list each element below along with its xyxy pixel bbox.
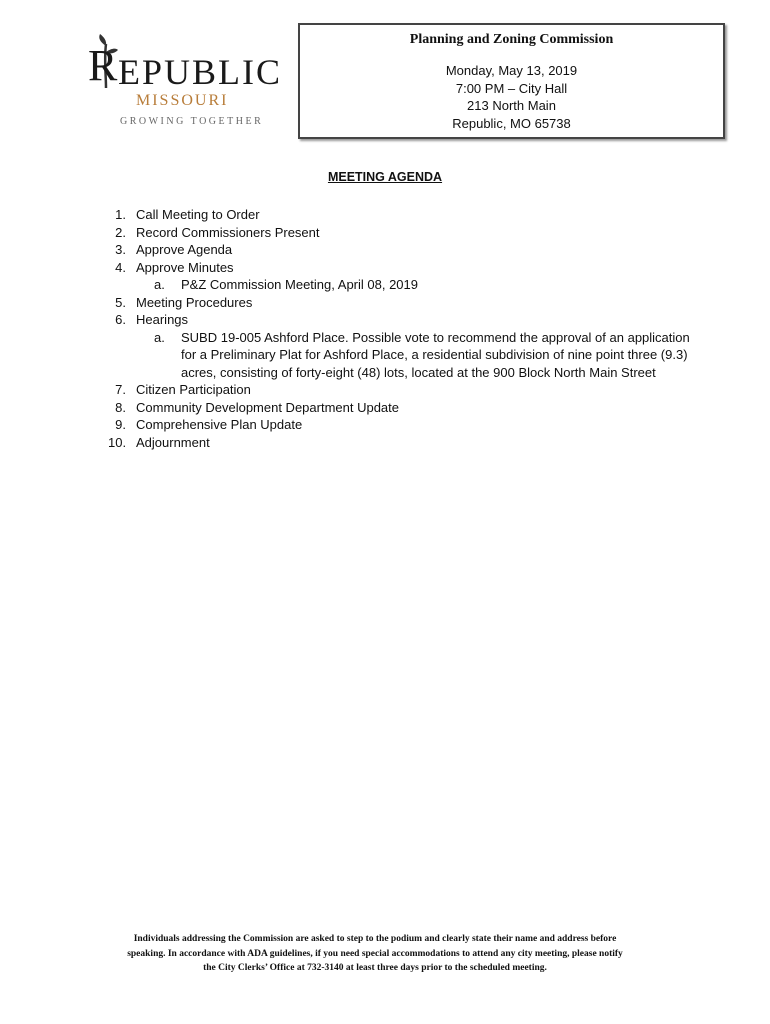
- item-number: 8.: [115, 399, 126, 415]
- agenda-subitem: [154, 329, 698, 382]
- item-text: Comprehensive Plan Update: [136, 417, 303, 432]
- item-text: Adjournment: [136, 434, 210, 450]
- item-number: 3.: [115, 242, 126, 257]
- agenda-item: [108, 311, 698, 329]
- agenda-item: [108, 241, 698, 259]
- agenda-heading: MEETING AGENDA: [327, 170, 443, 184]
- logo-state: MISSOURI: [136, 92, 229, 109]
- item-number: 2.: [115, 224, 126, 240]
- logo-wordmark: EPUBLIC: [118, 52, 283, 92]
- item-text: Meeting Procedures: [136, 294, 253, 310]
- subitem-letter: a.: [154, 277, 165, 292]
- meeting-address-line2: Republic, MO 65738: [452, 115, 571, 131]
- meeting-info-box: [298, 23, 725, 139]
- item-text: Approve Minutes: [136, 259, 234, 275]
- item-number: 10.: [108, 434, 127, 450]
- agenda-list: [108, 206, 698, 451]
- subitem-letter: a.: [154, 329, 165, 345]
- republic-logo: [88, 36, 288, 132]
- ada-notice: [80, 932, 670, 976]
- item-text: Hearings: [136, 312, 189, 327]
- meeting-time-place: 7:00 PM – City Hall: [455, 80, 568, 96]
- meeting-date: Monday, May 13, 2019: [445, 63, 578, 78]
- item-number: 1.: [115, 207, 126, 222]
- meeting-address-line1: 213 North Main: [467, 98, 556, 113]
- agenda-item: [108, 416, 698, 434]
- agenda-item: [108, 259, 698, 277]
- item-number: 4.: [115, 259, 126, 275]
- agenda-item: [108, 224, 698, 242]
- item-number: 9.: [115, 417, 126, 432]
- item-text: Call Meeting to Order: [136, 207, 260, 222]
- subitem-text: P&Z Commission Meeting, April 08, 2019: [181, 277, 418, 292]
- subitem-text: SUBD 19-005 Ashford Place. Possible vote to recommend the approval of an application for a Preliminary Plat for Ashford Place, a residential subdivision of nine point three (9.3) acres, consisting of forty-eight (48) lots, located at the 900 Block North Main Street: [181, 329, 690, 380]
- notice-line: Individuals addressing the Commission are asked to step to the podium and clearly state their name and address before: [133, 934, 617, 944]
- logo-initial: R: [88, 41, 119, 90]
- item-number: 5.: [115, 294, 126, 310]
- item-text: Citizen Participation: [136, 382, 251, 397]
- item-text: Record Commissioners Present: [136, 224, 320, 240]
- item-number: 6.: [115, 312, 126, 327]
- agenda-item: [108, 434, 698, 452]
- logo-tagline: GROWING TOGETHER: [120, 116, 264, 127]
- item-number: 7.: [115, 382, 126, 397]
- agenda-subitem: [154, 276, 698, 294]
- agenda-item: [108, 381, 698, 399]
- agenda-item: [108, 206, 698, 224]
- commission-title: Planning and Zoning Commission: [409, 32, 614, 47]
- notice-line: speaking. In accordance with ADA guidelines, if you need special accommodations to attend any city meeting, please notify: [127, 948, 623, 959]
- item-text: Approve Agenda: [136, 242, 233, 257]
- agenda-item: [108, 399, 698, 417]
- item-text: Community Development Department Update: [136, 399, 400, 415]
- notice-line: the City Clerks’ Office at 732-3140 at least three days prior to the scheduled meeting.: [203, 963, 547, 973]
- agenda-item: [108, 294, 698, 312]
